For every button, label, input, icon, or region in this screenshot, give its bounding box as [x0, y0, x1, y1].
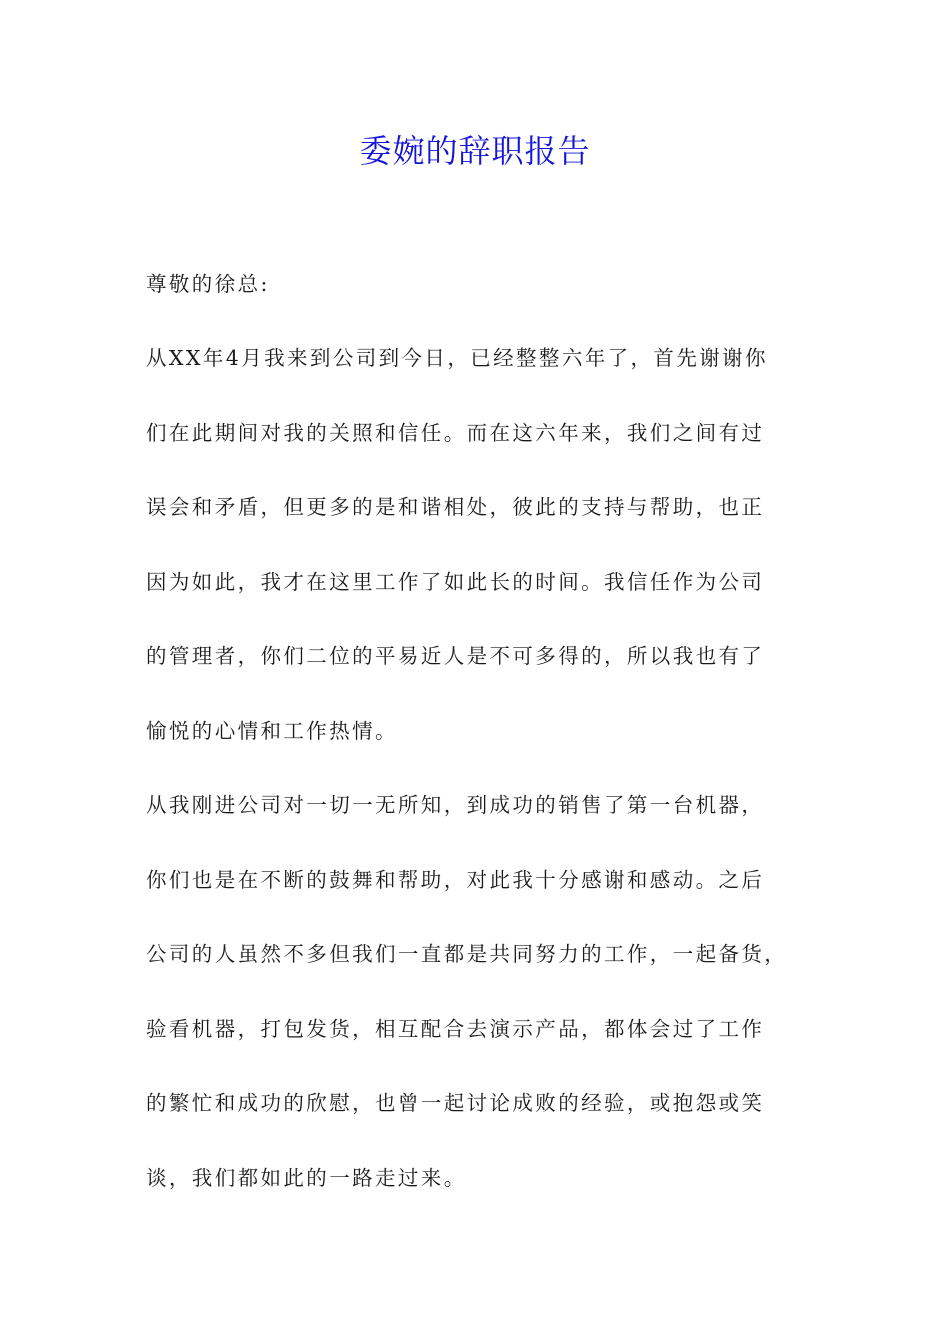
document-title: 委婉的辞职报告 — [359, 132, 591, 170]
paragraph-line: 谈，我们都如此的一路走过来。 — [146, 1166, 467, 1190]
paragraph-line: 们在此期间对我的关照和信任。而在这六年来，我们之间有过 — [146, 421, 765, 445]
paragraph-line: 你们也是在不断的鼓舞和帮助，对此我十分感谢和感动。之后 — [146, 868, 765, 892]
paragraph-line: 公司的人虽然不多但我们一直都是共同努力的工作，一起备货， — [146, 942, 788, 966]
paragraph-line: 误会和矛盾，但更多的是和谐相处，彼此的支持与帮助，也正 — [146, 495, 765, 519]
paragraph-line: 因为如此，我才在这里工作了如此长的时间。我信任作为公司 — [146, 570, 765, 594]
paragraph-line: 从我刚进公司对一切一无所知，到成功的销售了第一台机器， — [146, 793, 765, 817]
paragraph-line: 从XX年4月我来到公司到今日，已经整整六年了，首先谢谢你 — [146, 346, 768, 370]
salutation-line: 尊敬的徐总: — [146, 272, 270, 296]
paragraph-line: 验看机器，打包发货，相互配合去演示产品，都体会过了工作 — [146, 1017, 765, 1041]
paragraph-line: 的繁忙和成功的欣慰，也曾一起讨论成败的经验，或抱怨或笑 — [146, 1091, 765, 1115]
paragraph-line: 的管理者，你们二位的平易近人是不可多得的，所以我也有了 — [146, 644, 765, 668]
paragraph-line: 愉悦的心情和工作热情。 — [146, 719, 398, 743]
